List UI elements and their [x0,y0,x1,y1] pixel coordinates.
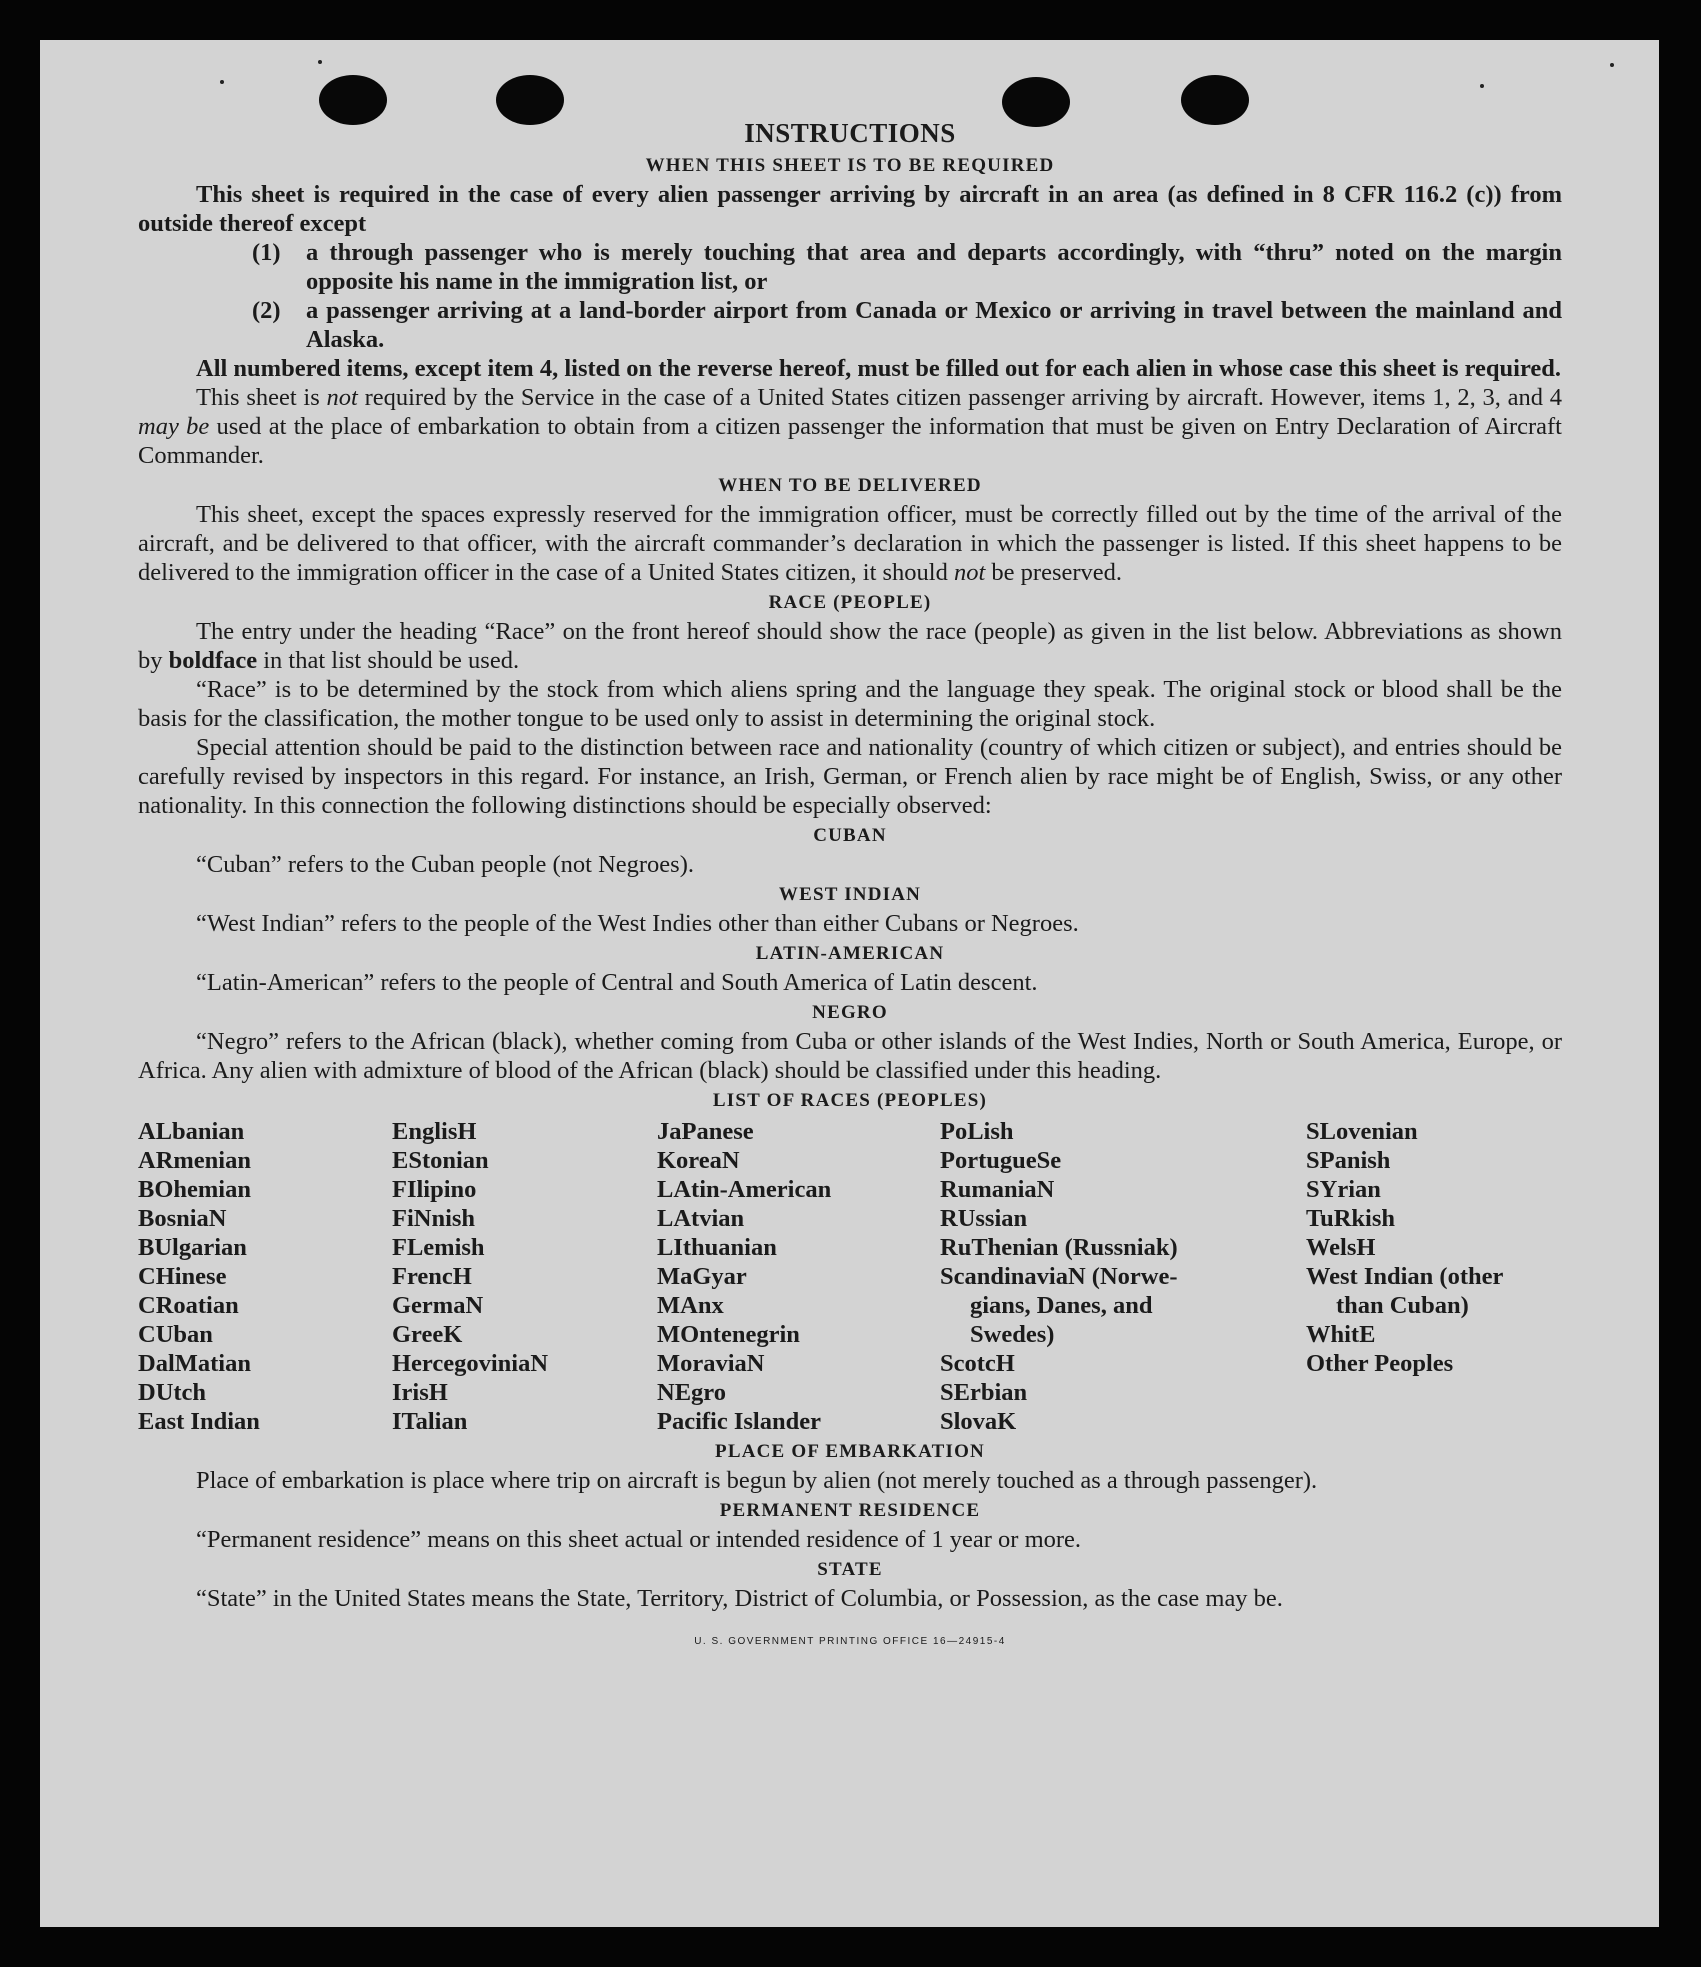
race-entry: SLovenian [1306,1118,1418,1145]
speck [318,60,322,64]
race-entry: TuRkish [1306,1205,1396,1232]
race-entry: LIthuanian [657,1234,777,1261]
race-entry: CUban [138,1321,213,1348]
paragraph [138,500,1562,587]
text-run-italic: not [953,559,986,586]
heading-state: STATE [817,1559,883,1580]
race-entry: IrisH [392,1379,448,1406]
heading-list-of-races: LIST OF RACES (PEOPLES) [712,1090,988,1111]
race-entry: RumaniaN [940,1176,1055,1203]
race-entry: LAtvian [657,1205,745,1232]
text-run: This sheet is [196,384,327,411]
heading-negro: NEGRO [812,1002,888,1023]
item-number: (1) [252,239,281,266]
race-entry: than Cuban) [1336,1292,1469,1319]
paragraph: “Negro” refers to the African (black), whether coming from Cuba or other islands of the West Indies, North or South America, Europe, or Africa. Any alien with admixture of blood of the African (black) should be classified under this heading. [138,1028,1562,1084]
race-entry: Other Peoples [1306,1350,1454,1377]
race-entry: SErbian [940,1379,1028,1406]
paragraph: This sheet is required in the case of every alien passenger arriving by aircraft in an area (as defined in 8 CFR 116.2 (c)) from outside thereof except [138,181,1562,237]
race-entry: FiNnish [392,1205,476,1232]
instructions-text [138,116,1562,1656]
races-column [940,1117,1306,1436]
races-column [657,1117,940,1436]
race-entry: GreeK [392,1321,463,1348]
race-entry: RUssian [940,1205,1028,1232]
race-entry: WelsH [1306,1234,1376,1261]
race-entry: HercegoviniaN [392,1350,549,1377]
race-entry: BOhemian [138,1176,251,1203]
paragraph: Place of embarkation is place where trip on aircraft is begun by alien (not merely touched as a through passenger). [196,1467,1318,1494]
heading-when-delivered: WHEN TO BE DELIVERED [718,475,982,496]
text-run: used at the place of embarkation to obtain from a citizen passenger the information that must be given on Entry Declaration of Aircraft Commander. [138,413,1562,469]
text-run: in that list should be used. [257,647,520,674]
paragraph [138,383,1562,470]
race-entry: ARmenian [138,1147,251,1174]
race-entry: MaGyar [657,1263,747,1290]
speck [220,80,224,84]
race-entry: SPanish [1306,1147,1391,1174]
text-run: This sheet, except the spaces expressly reserved for the immigration officer, must be correctly filled out by the time of the arrival of the aircraft, and be delivered to that officer, with the aircraft commander’s declaration in which the passenger is listed. If this sheet happens to be delivered to the immigration officer in the case of a United States citizen, it should [138,501,1562,586]
race-entry: BUlgarian [138,1234,247,1261]
race-entry: WhitE [1306,1321,1376,1348]
text-run: required by the Service in the case of a United States citizen passenger arriving by aircraft. However, items 1, 2, 3, and 4 [357,384,1562,411]
list-item [252,238,1562,296]
race-entry: PortugueSe [940,1147,1062,1174]
race-entry: MoraviaN [657,1350,765,1377]
paragraph: “Latin-American” refers to the people of Central and South America of Latin descent. [196,969,1038,996]
paragraph: Special attention should be paid to the distinction between race and nationality (country of which citizen or subject), and entries should be carefully revised by inspectors in this regard. For instance, an Irish, German, or French alien by race might be of English, Swiss, or any other nationality. In this connection the following distinctions should be especially observed: [138,734,1562,819]
list-item [252,296,1562,354]
item-text: a through passenger who is merely touching that area and departs accordingly, with “thru” noted on the margin opposite his name in the immigration list, or [306,239,1562,295]
text-run-bold: boldface [168,647,258,674]
race-entry: FIlipino [392,1176,477,1203]
text-run-italic: not [326,384,358,411]
race-entry: JaPanese [657,1118,754,1145]
race-entry: EnglisH [392,1118,477,1145]
race-entry: GermaN [392,1292,484,1319]
race-entry: NEgro [657,1379,726,1406]
text-run-italic: may be [138,413,210,440]
heading-latin-american: LATIN-AMERICAN [755,943,945,964]
paragraph: “West Indian” refers to the people of the West Indies other than either Cubans or Negroes. [196,910,1079,937]
race-entry: Swedes) [970,1321,1055,1348]
race-entry: West Indian (other [1306,1263,1504,1290]
heading-when-required: WHEN THIS SHEET IS TO BE REQUIRED [645,155,1055,176]
paragraph: “State” in the United States means the State, Territory, District of Columbia, or Possession, as the case may be. [196,1585,1283,1612]
race-entry: SlovaK [940,1408,1017,1435]
heading-permanent-residence: PERMANENT RESIDENCE [719,1500,981,1521]
paragraph: “Cuban” refers to the Cuban people (not Negroes). [196,851,694,878]
paragraph: “Permanent residence” means on this sheet actual or intended residence of 1 year or more. [196,1526,1082,1553]
race-entry: CRoatian [138,1292,239,1319]
race-entry: Pacific Islander [657,1408,821,1435]
races-column [1306,1117,1562,1436]
document-page [40,40,1659,1927]
printer-imprint: U. S. GOVERNMENT PRINTING OFFICE 16—24915-4 [694,1636,1006,1647]
item-number: (2) [252,297,281,324]
race-entry: DUtch [138,1379,207,1406]
race-entry: EStonian [392,1147,489,1174]
race-entry: BosniaN [138,1205,227,1232]
race-entry: SYrian [1306,1176,1381,1203]
race-entry: ScotcH [940,1350,1015,1377]
race-entry: MAnx [657,1292,724,1319]
races-column [392,1117,657,1436]
text-run: The entry under the heading “Race” on the front hereof should show the race (people) as given in the list below. Abbreviations as shown by [138,618,1562,674]
race-entry: FrencH [392,1263,472,1290]
heading-west-indian: WEST INDIAN [778,884,922,905]
race-entry: ITalian [392,1408,468,1435]
race-entry: gians, Danes, and [970,1292,1153,1319]
races-column [138,1117,392,1436]
paragraph: All numbered items, except item 4, listed on the reverse hereof, must be filled out for each alien in whose case this sheet is required. [196,355,1562,382]
race-entry: East Indian [138,1408,260,1435]
heading-place-of-embarkation: PLACE OF EMBARKATION [715,1441,985,1462]
race-entry: FLemish [392,1234,485,1261]
paragraph [138,617,1562,675]
races-list [138,1117,1562,1436]
race-entry: CHinese [138,1263,227,1290]
speck [1480,84,1484,88]
race-entry: LAtin-American [657,1176,832,1203]
page-title: INSTRUCTIONS [744,118,956,148]
text-run: be preserved. [985,559,1123,586]
speck [1610,63,1614,67]
race-entry: MOntenegrin [657,1321,800,1348]
paragraph: “Race” is to be determined by the stock from which aliens spring and the language they speak. The original stock or blood shall be the basis for the classification, the mother tongue to be used only to assist in determining the original stock. [138,676,1562,732]
heading-cuban: CUBAN [813,825,887,846]
race-entry: RuThenian (Russniak) [940,1234,1178,1261]
race-entry: ALbanian [138,1118,245,1145]
race-entry: KoreaN [657,1147,740,1174]
race-entry: DalMatian [138,1350,251,1377]
race-entry: PoLish [940,1118,1014,1145]
heading-race: RACE (PEOPLE) [768,592,932,613]
race-entry: ScandinaviaN (Norwe- [940,1263,1178,1290]
item-text: a passenger arriving at a land-border airport from Canada or Mexico or arriving in travel between the mainland and Alaska. [306,297,1562,353]
